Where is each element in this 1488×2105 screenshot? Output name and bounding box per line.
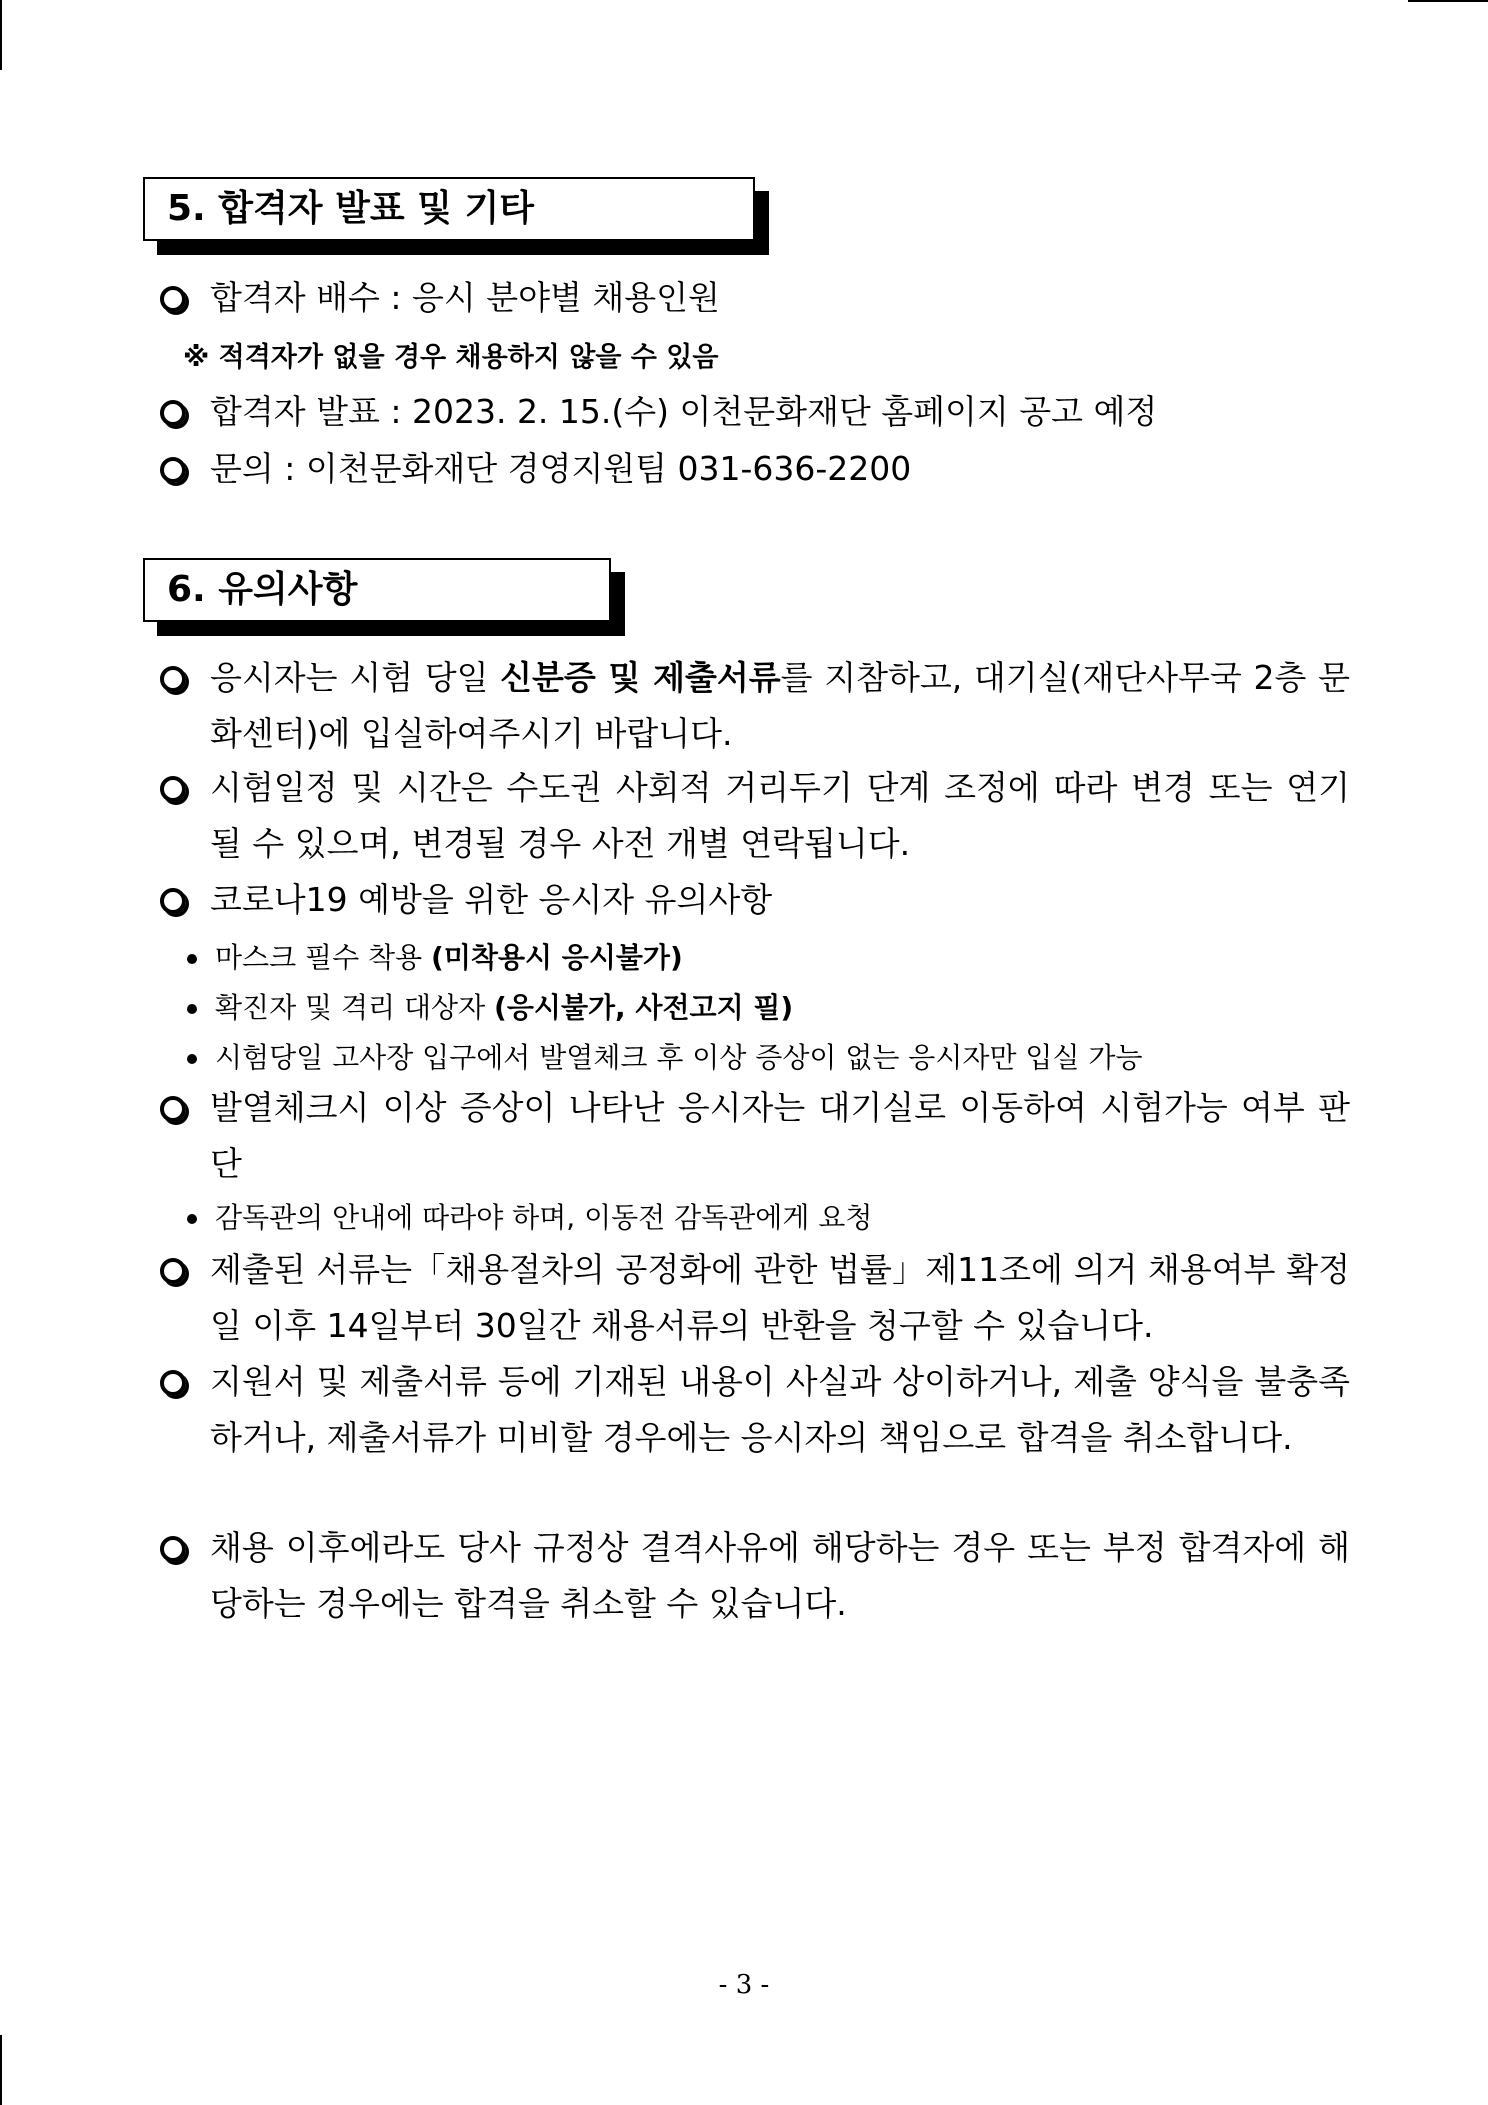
section-6-title: 6. 유의사항 (143, 558, 611, 622)
footnote: ※ 적격자가 없을 경우 채용하지 않을 수 있음 (183, 342, 719, 373)
list-item: 합격자 발표 : 2023. 2. 15.(수) 이천문화재단 홈페이지 공고 예정 (160, 384, 1350, 440)
dot-bullet-icon (187, 954, 197, 964)
item-emphasis: 신분증 및 제출서류 (500, 658, 781, 697)
list-item: 제출된 서류는「채용절차의 공정화에 관한 법률」제11조에 의거 채용여부 확정일 이후 14일부터 30일간 채용서류의 반환을 청구할 수 있습니다. (160, 1242, 1350, 1354)
ring-bullet-icon (160, 666, 186, 692)
list-item (160, 650, 1350, 762)
item-text: 응시자는 시험 당일 (210, 658, 501, 697)
list-item: 채용 이후에라도 당사 규정상 결격사유에 해당하는 경우 또는 부정 합격자에 해당하는 경우에는 합격을 취소할 수 있습니다. (160, 1520, 1350, 1632)
crop-mark (0, 2035, 2, 2105)
sub-list-item: 시험당일 고사장 입구에서 발열체크 후 이상 증상이 없는 응시자만 입실 가능 (187, 1034, 1143, 1082)
sub-list-item: 감독관의 안내에 따라야 하며, 이동전 감독관에게 요청 (187, 1194, 872, 1242)
ring-bullet-icon (160, 888, 186, 914)
section-5-title: 5. 합격자 발표 및 기타 (143, 177, 755, 241)
crop-mark (1408, 0, 1488, 2)
item-text: 를 지참하고, 대기실(재단사무국 2층 문화센터)에 입실하여주시기 바랍니다. (210, 658, 1350, 753)
ring-bullet-icon (160, 1258, 186, 1284)
ring-bullet-icon (160, 1370, 186, 1396)
list-item: 발열체크시 이상 증상이 나타난 응시자는 대기실로 이동하여 시험가능 여부 판단 (160, 1080, 1350, 1192)
sub-list-item: 확진자 및 격리 대상자 (응시불가, 사전고지 필) (187, 984, 793, 1032)
dot-bullet-icon (187, 1004, 197, 1014)
list-item: 시험일정 및 시간은 수도권 사회적 거리두기 단계 조정에 따라 변경 또는 연기 될 수 있으며, 변경될 경우 사전 개별 연락됩니다. (160, 760, 1350, 872)
ring-bullet-icon (160, 457, 186, 483)
ring-bullet-icon (160, 400, 186, 426)
page-number: - 3 - (718, 1970, 770, 2000)
crop-mark (0, 0, 2, 70)
dot-bullet-icon (187, 1054, 197, 1064)
ring-bullet-icon (160, 1096, 186, 1122)
ring-bullet-icon (160, 1536, 186, 1562)
ring-bullet-icon (160, 776, 186, 802)
ring-bullet-icon (160, 286, 186, 312)
list-item: 합격자 배수 : 응시 분야별 채용인원 (160, 270, 1350, 326)
sub-list-item: 마스크 필수 착용 (미착용시 응시불가) (187, 934, 683, 982)
list-item: 코로나19 예방을 위한 응시자 유의사항 (160, 872, 1350, 928)
list-item: 문의 : 이천문화재단 경영지원팀 031-636-2200 (160, 441, 1350, 497)
list-item: 지원서 및 제출서류 등에 기재된 내용이 사실과 상이하거나, 제출 양식을 불충족 하거나, 제출서류가 미비할 경우에는 응시자의 책임으로 합격을 취소합니다. (160, 1354, 1350, 1466)
dot-bullet-icon (187, 1214, 197, 1224)
